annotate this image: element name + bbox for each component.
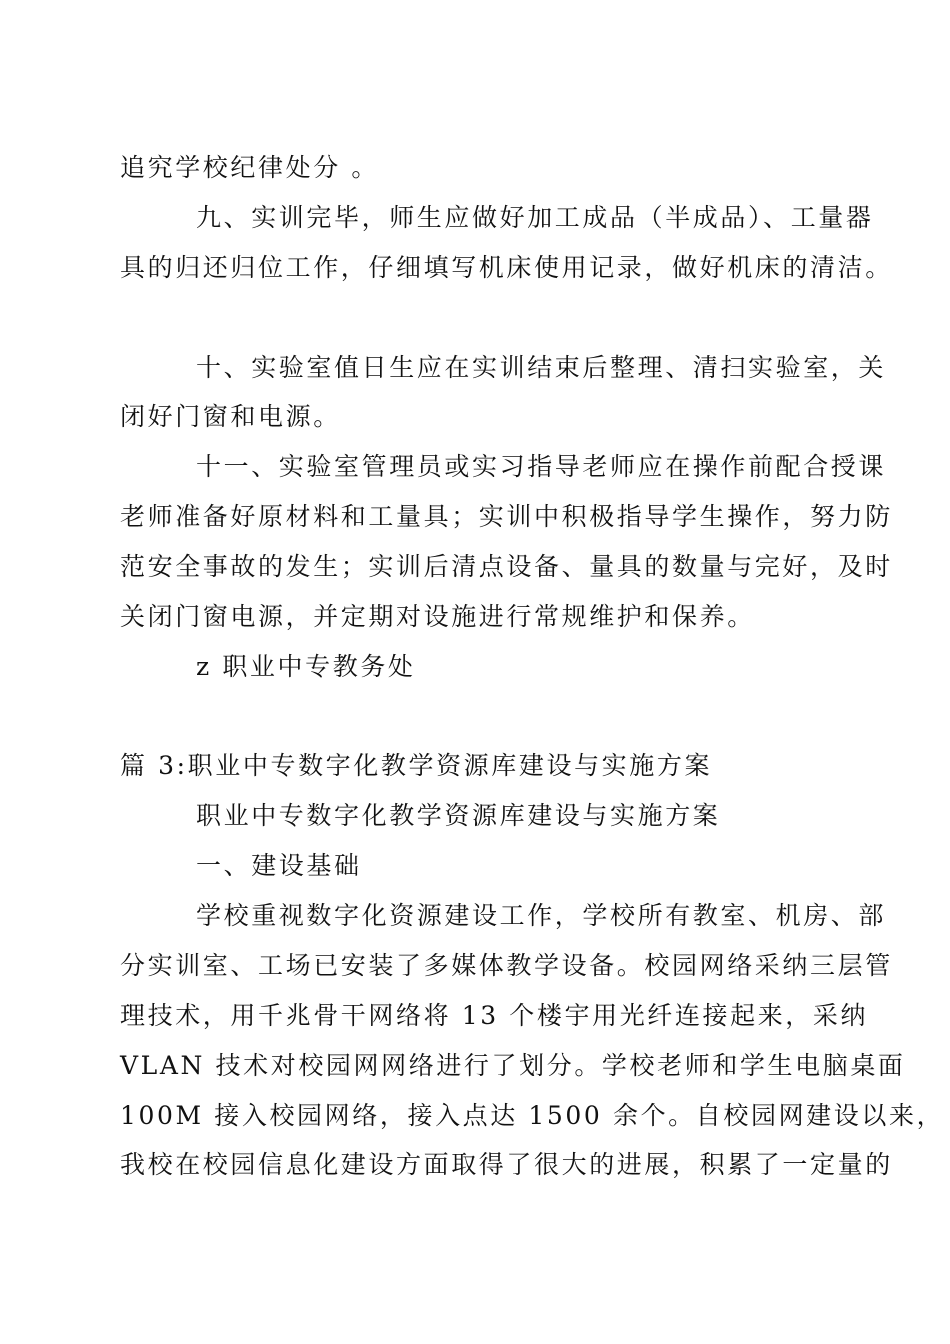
- text-line-2: 九、实训完毕，师生应做好加工成品（半成品）、工量器: [196, 203, 874, 232]
- text-line-3: 具的归还归位工作，仔细填写机床使用记录，做好机床的清洁。: [120, 253, 893, 282]
- text-line-9: 关闭门窗电源，并定期对设施进行常规维护和保养。: [120, 602, 755, 631]
- text-line-11: 分实训室、工场已安装了多媒体教学设备。校园网络采纳三层管: [120, 951, 893, 980]
- text-line-8: 范安全事故的发生；实训后清点设备、量具的数量与完好，及时: [120, 552, 893, 581]
- text-line-4: 十、实验室值日生应在实训结束后整理、清扫实验室，关: [196, 353, 887, 382]
- text-line-10: 学校重视数字化资源建设工作，学校所有教室、机房、部: [196, 901, 887, 930]
- signature-line: z 职业中专教务处: [196, 652, 416, 681]
- text-line-15: 我校在校园信息化建设方面取得了很大的进展，积累了一定量的: [120, 1150, 893, 1179]
- text-line-7: 老师准备好原材料和工量具；实训中积极指导学生操作，努力防: [120, 502, 893, 531]
- text-line-13: VLAN 技术对校园网网络进行了划分。学校老师和学生电脑桌面: [120, 1051, 906, 1080]
- text-line-6: 十一、实验室管理员或实习指导老师应在操作前配合授课: [196, 452, 887, 481]
- document-title: 职业中专数字化教学资源库建设与实施方案: [196, 801, 721, 830]
- subsection-heading: 一、建设基础: [196, 851, 362, 880]
- text-line-5: 闭好门窗和电源。: [120, 402, 341, 431]
- text-line-12: 理技术，用千兆骨干网络将 13 个楼宇用光纤连接起来，采纳: [120, 1001, 869, 1030]
- text-line-1: 追究学校纪律处分 。: [120, 153, 379, 182]
- text-line-14: 100M 接入校园网络，接入点达 1500 余个。自校园网建设以来，: [120, 1101, 945, 1130]
- section-heading: 篇 3:职业中专数字化教学资源库建设与实施方案: [120, 751, 713, 780]
